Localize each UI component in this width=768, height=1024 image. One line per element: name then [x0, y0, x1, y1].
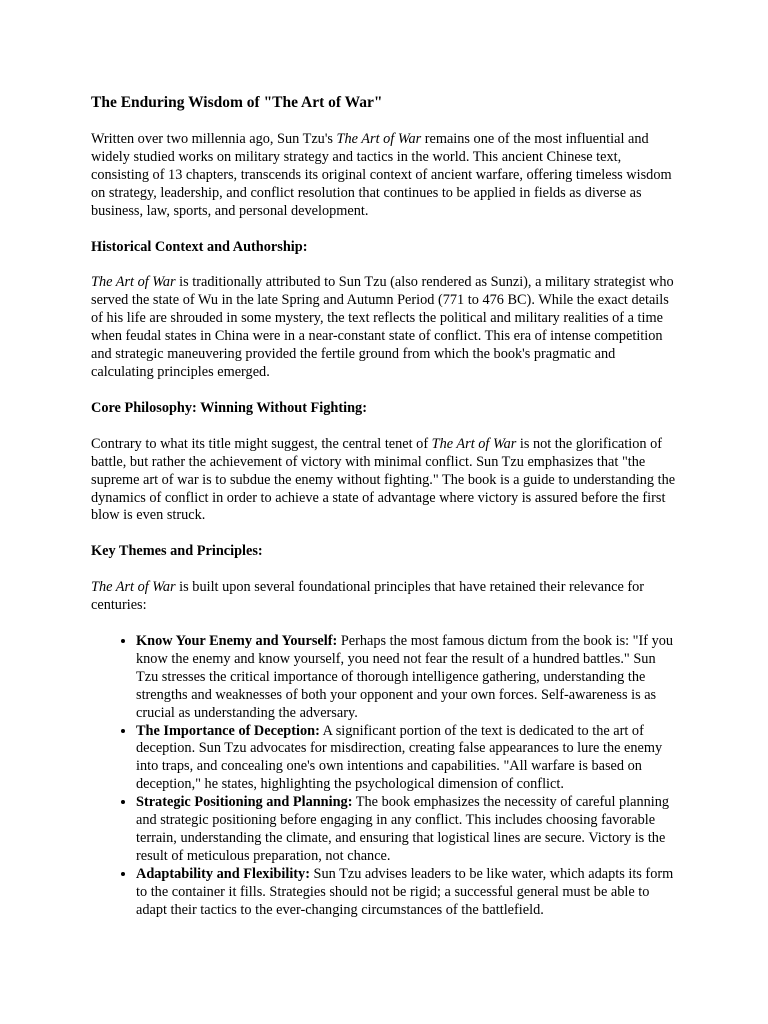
section-heading-philosophy: Core Philosophy: Winning Without Fighting: — [91, 399, 367, 416]
intro-text-before: Written over two millennia ago, Sun Tzu's — [91, 131, 337, 147]
list-item-term: The Importance of Deception: — [136, 722, 320, 739]
list-item-text: Perhaps the most famous dictum from the book is: "If you know the enemy and know yourself, you need not fear the result of a hundred battles." Sun Tzu stresses the critical importance of thorough intelligence gathering, understanding the strengths and weaknesses of both your opponent and your own forces. Self-awareness is as crucial as understanding the adversary. — [136, 633, 674, 721]
list-item-text: A significant portion of the text is dedicated to the art of deception. Sun Tzu advocates for misdirection, creating false appearances to lure the enemy into traps, and concealing one's own intentions and capabilities. "All warfare is based on deception," he states, highlighting the psychological dimension of conflict. — [136, 722, 663, 793]
section-heading-history: Historical Context and Authorship: — [91, 238, 308, 255]
document-page — [91, 93, 681, 920]
list-item-term: Strategic Positioning and Planning: — [136, 794, 353, 811]
philosophy-paragraph — [91, 436, 681, 526]
list-item — [136, 723, 681, 795]
intro-text-after: remains one of the most influential and widely studied works on military strategy and tactics in the world. This ancient Chinese text, consisting of 13 chapters, transcends its original context of ancient warfare, offering timeless wisdom on strategy, leadership, and conflict resolution that continues to be applied in fields as diverse as business, law, sports, and personal development. — [91, 131, 672, 219]
list-item — [136, 633, 681, 723]
section-heading-themes: Key Themes and Principles: — [91, 543, 263, 560]
history-text: is traditionally attributed to Sun Tzu (also rendered as Sunzi), a military strategist who served the state of Wu in the late Spring and Autumn Period (771 to 476 BC). While the exact details of his life are shrouded in some mystery, the text reflects the political and military realities of a time when feudal states in China were in a near-constant state of conflict. This era of intense competition and strategic maneuvering provided the fertile ground from which the book's pragmatic and calculating principles emerged. — [91, 274, 674, 380]
themes-list — [91, 633, 681, 920]
list-item-text: Sun Tzu advises leaders to be like water, which adapts its form to the container it fills. Strategies should not be rigid; a successful general must be able to adapt their tactics to the ever-changing circumstances of the battlefield. — [136, 865, 674, 918]
document-title: The Enduring Wisdom of "The Art of War" — [91, 94, 383, 111]
book-title-italic: The Art of War — [91, 274, 176, 291]
book-title-italic: The Art of War — [431, 435, 517, 452]
themes-intro-paragraph — [91, 579, 681, 615]
history-paragraph — [91, 274, 681, 381]
philosophy-text-after: is not the glorification of battle, but rather the achievement of victory with minimal conflict. Sun Tzu emphasizes that "the supreme art of war is to subdue the enemy without fighting." The book is a guide to understanding the dynamics of conflict in order to achieve a state of advantage where victory is assured before the first blow is even struck. — [91, 435, 676, 524]
book-title-italic: The Art of War — [336, 131, 422, 147]
list-item-term: Adaptability and Flexibility: — [136, 865, 310, 882]
philosophy-text-before: Contrary to what its title might suggest, the central tenet of — [91, 435, 432, 452]
themes-intro-text: is built upon several foundational principles that have retained their relevance for centuries: — [91, 579, 645, 614]
list-item — [136, 794, 681, 866]
list-item-term: Know Your Enemy and Yourself: — [136, 633, 338, 650]
list-item — [136, 866, 681, 920]
list-item-text: The book emphasizes the necessity of careful planning and strategic positioning before engaging in any conflict. This includes choosing favorable terrain, understanding the climate, and ensuring that logistical lines are secure. Victory is the result of meticulous preparation, not chance. — [136, 794, 670, 864]
intro-paragraph — [91, 131, 681, 221]
book-title-italic: The Art of War — [91, 579, 176, 596]
